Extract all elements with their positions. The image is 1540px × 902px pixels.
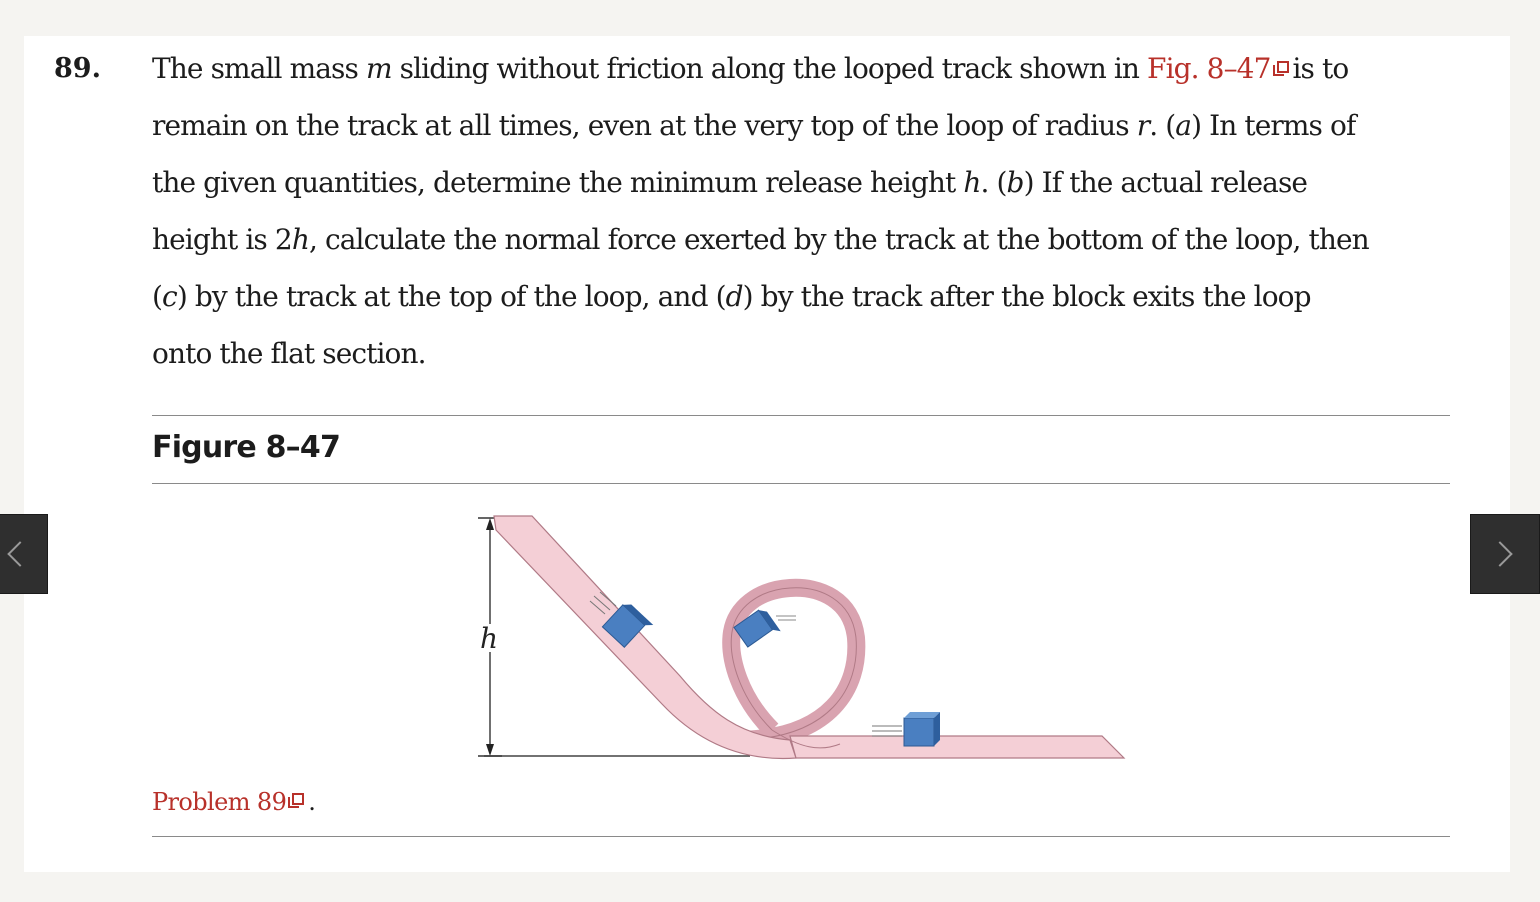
- divider-top: [152, 415, 1450, 416]
- figure-title: Figure 8–47: [152, 430, 341, 465]
- chevron-left-icon: [7, 541, 32, 566]
- problem-line: [152, 40, 1452, 97]
- problem-text-run: , calculate the normal force exerted by the track at the bottom of the loop, then: [308, 223, 1369, 256]
- looped-track-figure: [440, 508, 1140, 768]
- math-variable: a: [1175, 109, 1192, 142]
- block-on-flat: [904, 712, 940, 746]
- problem-text-run: The small mass: [152, 52, 366, 85]
- problem-line: [152, 211, 1452, 268]
- math-variable: r: [1136, 109, 1150, 142]
- flat-track: [790, 736, 1124, 758]
- math-variable: m: [366, 52, 392, 85]
- problem-statement: [152, 40, 1452, 382]
- problem-number: 89.: [54, 53, 101, 84]
- math-variable: h: [291, 223, 309, 256]
- caption-period: .: [308, 788, 316, 816]
- problem-text-run: the given quantities, determine the minimum release height: [152, 166, 964, 199]
- problem-text-run: ) by the track at the top of the loop, and (: [176, 280, 726, 313]
- problem-line: [152, 97, 1452, 154]
- math-variable: b: [1006, 166, 1024, 199]
- math-variable: d: [725, 280, 743, 313]
- problem-line: [152, 268, 1452, 325]
- math-variable: h: [963, 166, 981, 199]
- divider-bottom: [152, 836, 1450, 837]
- problem-text-run: ) If the actual release: [1023, 166, 1308, 199]
- problem-text-run: ) by the track after the block exits the loop: [742, 280, 1311, 313]
- loop-motion-lines: [776, 616, 796, 620]
- previous-page-button[interactable]: [0, 514, 48, 594]
- problem-text-run: . (: [1149, 109, 1176, 142]
- height-label: h: [480, 622, 499, 655]
- problem-text-run: . (: [980, 166, 1007, 199]
- next-page-button[interactable]: [1470, 514, 1540, 594]
- divider-middle: [152, 483, 1450, 484]
- problem-text-run: height is 2: [152, 223, 292, 256]
- flat-motion-lines: [872, 726, 902, 736]
- problem-89-link[interactable]: Problem 89: [152, 788, 287, 816]
- external-link-icon[interactable]: [1273, 61, 1289, 77]
- figure-caption: [152, 786, 315, 818]
- external-link-icon[interactable]: [288, 793, 304, 809]
- problem-text-run: ) In terms of: [1191, 109, 1356, 142]
- problem-text-run: is to: [1292, 52, 1349, 85]
- math-variable: c: [162, 280, 177, 313]
- figure-link[interactable]: Fig. 8–47: [1147, 52, 1271, 85]
- problem-text-run: sliding without friction along the looped track shown in: [391, 52, 1148, 85]
- chevron-right-icon: [1487, 541, 1512, 566]
- problem-text-run: remain on the track at all times, even at the very top of the loop of radius: [152, 109, 1137, 142]
- problem-line: [152, 325, 1452, 382]
- problem-text-run: (: [152, 280, 163, 313]
- problem-text-run: onto the flat section.: [152, 337, 426, 370]
- loop-back-band: [731, 588, 856, 740]
- problem-line: [152, 154, 1452, 211]
